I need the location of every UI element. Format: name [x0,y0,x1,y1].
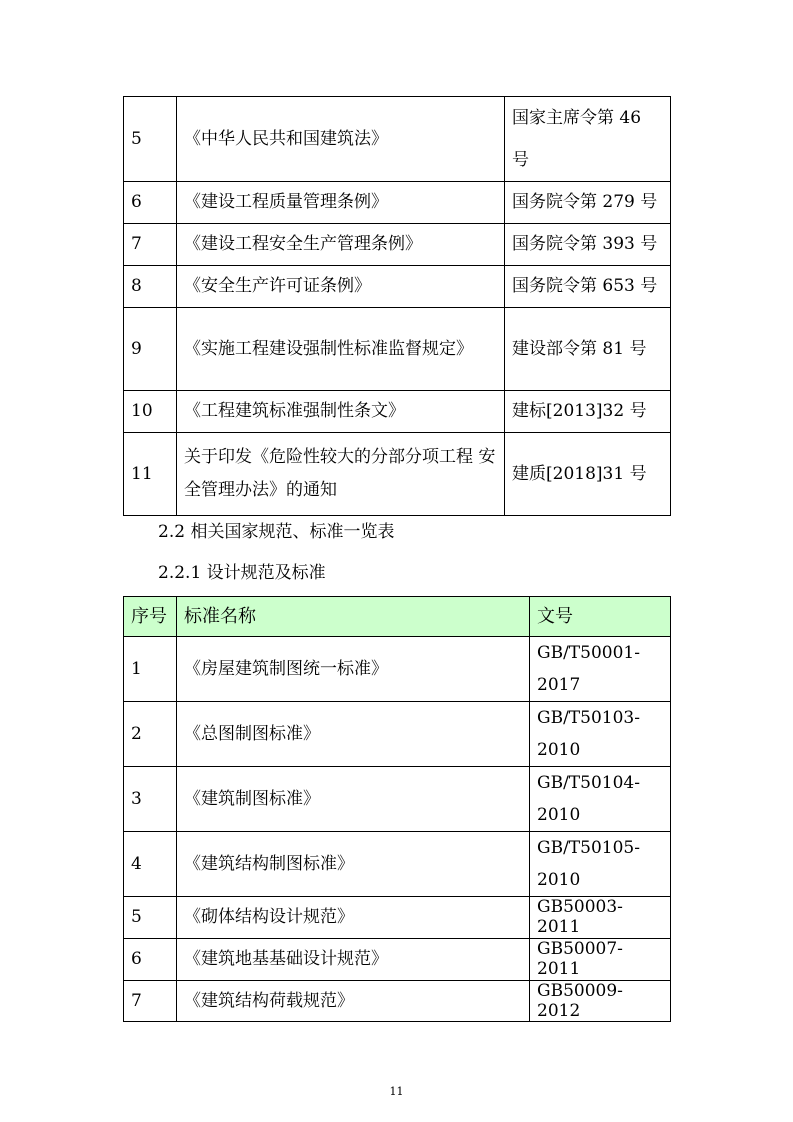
regulation-name: 《建设工程质量管理条例》 [177,182,505,224]
table-row [124,938,671,980]
table-row [124,308,671,391]
row-number: 7 [124,224,177,266]
page-number: 11 [389,1085,404,1098]
standard-code: GB/T50105-2010 [530,832,671,897]
standard-code: GB50007-2011 [530,938,671,980]
table-row [124,980,671,1022]
row-number: 4 [124,832,177,897]
table-header-row [124,597,671,637]
regulation-name: 《实施工程建设强制性标准监督规定》 [177,308,505,391]
section-heading-2-2: 2.2 相关国家规范、标准一览表 [158,522,395,542]
regulation-name: 《中华人民共和国建筑法》 [177,97,505,182]
standard-name: 《建筑制图标准》 [177,767,530,832]
table-row [124,832,671,897]
standard-name: 《房屋建筑制图统一标准》 [177,637,530,702]
standard-name: 《建筑结构制图标准》 [177,832,530,897]
table-row [124,391,671,433]
document-number: 国家主席令第 46 号 [505,97,671,182]
design-standards-table [123,596,671,1022]
document-number: 建质[2018]31 号 [505,433,671,516]
header-number: 序号 [124,597,177,637]
row-number: 5 [124,97,177,182]
table-row [124,897,671,939]
table-row [124,266,671,308]
row-number: 1 [124,637,177,702]
row-number: 10 [124,391,177,433]
standard-name: 《建筑地基基础设计规范》 [177,938,530,980]
document-number: 国务院令第 653 号 [505,266,671,308]
standard-name: 《砌体结构设计规范》 [177,897,530,939]
standard-code: GB50003-2011 [530,897,671,939]
row-number: 6 [124,182,177,224]
row-number: 3 [124,767,177,832]
standard-code: GB/T50001-2017 [530,637,671,702]
standard-name: 《总图制图标准》 [177,702,530,767]
regulation-name: 《建设工程安全生产管理条例》 [177,224,505,266]
table-row [124,637,671,702]
row-number: 6 [124,938,177,980]
row-number: 7 [124,980,177,1022]
table-row [124,97,671,182]
standard-code: GB/T50104-2010 [530,767,671,832]
section-heading-2-2-1: 2.2.1 设计规范及标准 [158,563,326,583]
standard-code: GB50009-2012 [530,980,671,1022]
table-row [124,767,671,832]
header-name: 标准名称 [177,597,530,637]
regulation-name: 《工程建筑标准强制性条文》 [177,391,505,433]
table-row [124,224,671,266]
document-number: 建标[2013]32 号 [505,391,671,433]
row-number: 2 [124,702,177,767]
row-number: 8 [124,266,177,308]
table-row [124,702,671,767]
row-number: 5 [124,897,177,939]
document-number: 国务院令第 279 号 [505,182,671,224]
row-number: 11 [124,433,177,516]
document-number: 国务院令第 393 号 [505,224,671,266]
regulation-name: 关于印发《危险性较大的分部分项工程 安全管理办法》的通知 [177,433,505,516]
document-number: 建设部令第 81 号 [505,308,671,391]
table-row [124,182,671,224]
standard-code: GB/T50103-2010 [530,702,671,767]
row-number: 9 [124,308,177,391]
regulations-table [123,96,671,516]
header-doc: 文号 [530,597,671,637]
table-row [124,433,671,516]
standard-name: 《建筑结构荷载规范》 [177,980,530,1022]
regulation-name: 《安全生产许可证条例》 [177,266,505,308]
